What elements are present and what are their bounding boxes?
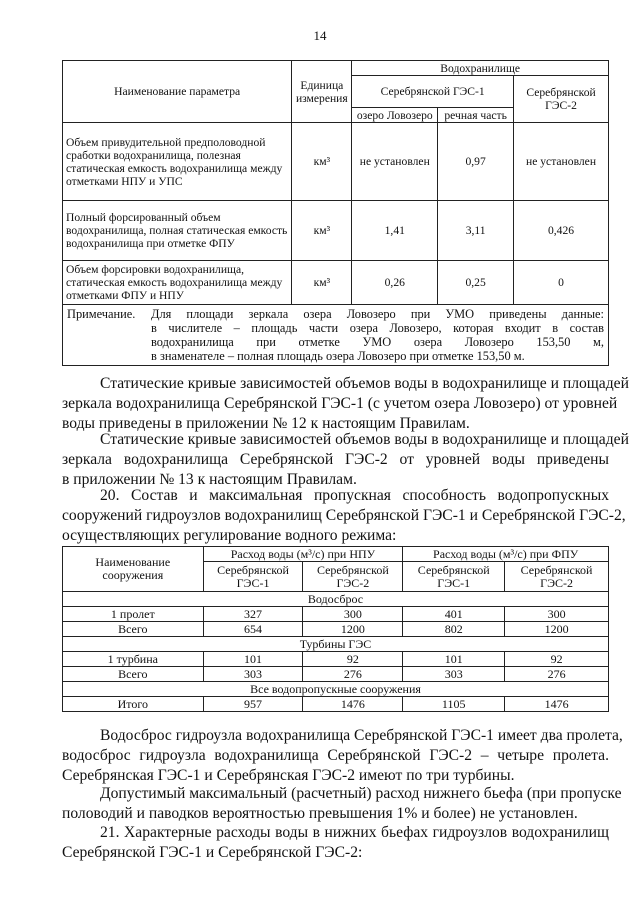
row-name: Объем привудительной предполоводной сработки водохранилища, полезная статическая емкость водохранилища между отметками НПУ и УПС bbox=[63, 123, 292, 201]
text-line: половодий и паводков вероятностью превышения 1% и более) не установлен. bbox=[62, 805, 578, 822]
text-line: 21. Характерные расходы воды в нижних бьефах гидроузлов водохранилищ bbox=[100, 824, 609, 841]
table-row bbox=[63, 667, 609, 682]
cell: 92 bbox=[303, 652, 403, 667]
header-name: Наименование сооружения bbox=[63, 547, 204, 592]
row-name: Итого bbox=[63, 697, 204, 712]
cell: 276 bbox=[505, 667, 609, 682]
header-npu: Расход воды (м³/с) при НПУ bbox=[203, 547, 403, 562]
paragraph-curves-ges1 bbox=[62, 374, 629, 434]
row-name: Полный форсированный объем водохранилища, полная статическая емкость водохранилища при отметке ФПУ bbox=[63, 201, 292, 261]
row-ges2: не установлен bbox=[514, 123, 609, 201]
text-line: Статические кривые зависимостей объемов воды в водохранилище и площадей bbox=[100, 431, 629, 448]
note-line: Для площади зеркала озера Ловозеро при УМО приведены данные: bbox=[151, 307, 604, 321]
text-line: воды приведены в приложении № 12 к настоящим Правилам. bbox=[62, 415, 470, 432]
cell: 101 bbox=[403, 652, 505, 667]
paragraph-item-20 bbox=[62, 486, 626, 546]
text-line: сооружений гидроузлов водохранилищ Серебрянской ГЭС-1 и Серебрянской ГЭС-2, bbox=[62, 507, 626, 524]
row-river: 3,11 bbox=[438, 201, 514, 261]
text-line: зеркала водохранилища Серебрянской ГЭС-2 от уровней воды приведены bbox=[62, 451, 609, 468]
paragraph-max-discharge bbox=[62, 784, 622, 824]
header-lake: озеро Ловозеро bbox=[352, 108, 438, 123]
note-line: в числителе – площадь части озера Ловозеро, которая входит в состав bbox=[151, 321, 604, 335]
paragraph-spillways bbox=[62, 726, 623, 786]
cell: 101 bbox=[203, 652, 303, 667]
cell: 300 bbox=[303, 607, 403, 622]
row-river: 0,97 bbox=[438, 123, 514, 201]
text-line: 20. Состав и максимальная пропускная способность водопропускных bbox=[100, 487, 609, 504]
header-fpu-ges2: Серебрянской ГЭС-2 bbox=[505, 562, 609, 592]
section-title: Водосброс bbox=[63, 592, 609, 607]
cell: 1476 bbox=[505, 697, 609, 712]
row-name: 1 пролет bbox=[63, 607, 204, 622]
table-note bbox=[63, 305, 609, 366]
section-title: Все водопропускные сооружения bbox=[63, 682, 609, 697]
note-line: водохранилища при отметке УМО озера Ловозеро 153,50 м, bbox=[151, 335, 604, 349]
cell: 327 bbox=[203, 607, 303, 622]
header-npu-ges1: Серебрянской ГЭС-1 bbox=[203, 562, 303, 592]
text-line: в приложении № 13 к настоящим Правилам. bbox=[62, 471, 357, 488]
header-fpu-ges1: Серебрянской ГЭС-1 bbox=[403, 562, 505, 592]
cell: 303 bbox=[403, 667, 505, 682]
text-line: Статические кривые зависимостей объемов воды в водохранилище и площадей bbox=[100, 375, 629, 392]
header-npu-ges2: Серебрянской ГЭС-2 bbox=[303, 562, 403, 592]
row-lake: 1,41 bbox=[352, 201, 438, 261]
row-lake: 0,26 bbox=[352, 261, 438, 305]
row-lake: не установлен bbox=[352, 123, 438, 201]
page-number: 14 bbox=[313, 28, 327, 43]
note-label: Примечание. bbox=[67, 307, 136, 321]
row-unit: км³ bbox=[292, 201, 352, 261]
note-line: в знаменателе – полная площадь озера Ловозеро при отметке 153,50 м. bbox=[151, 349, 525, 363]
table-row bbox=[63, 261, 609, 305]
cell: 1200 bbox=[505, 622, 609, 637]
table-row bbox=[63, 123, 609, 201]
row-name: Всего bbox=[63, 667, 204, 682]
header-unit: Единица измерения bbox=[292, 61, 352, 123]
header-param: Наименование параметра bbox=[63, 61, 292, 123]
row-name: Объем форсировки водохранилища, статическая емкость водохранилища между отметками ФПУ и НПУ bbox=[63, 261, 292, 305]
text-line: Водосброс гидроузла водохранилища Серебрянской ГЭС-1 имеет два пролета, bbox=[100, 727, 623, 744]
discharge-capacity-table bbox=[62, 546, 609, 712]
table-row bbox=[63, 201, 609, 261]
cell: 92 bbox=[505, 652, 609, 667]
table-row bbox=[63, 652, 609, 667]
text-line: Допустимый максимальный (расчетный) расход нижнего бьефа (при пропуске bbox=[100, 785, 622, 802]
row-ges2: 0 bbox=[514, 261, 609, 305]
table-row bbox=[63, 697, 609, 712]
cell: 1476 bbox=[303, 697, 403, 712]
table-row bbox=[63, 607, 609, 622]
cell: 654 bbox=[203, 622, 303, 637]
row-name: Всего bbox=[63, 622, 204, 637]
row-ges2: 0,426 bbox=[514, 201, 609, 261]
text-line: зеркала водохранилища Серебрянской ГЭС-1 (с учетом озера Ловозеро) от уровней bbox=[62, 395, 618, 412]
cell: 276 bbox=[303, 667, 403, 682]
row-unit: км³ bbox=[292, 123, 352, 201]
cell: 401 bbox=[403, 607, 505, 622]
text-line: Серебрянская ГЭС-1 и Серебрянская ГЭС-2 имеют по три турбины. bbox=[62, 767, 515, 784]
cell: 1200 bbox=[303, 622, 403, 637]
header-ges1: Серебрянской ГЭС-1 bbox=[352, 76, 514, 108]
text-line: водосброс гидроузла водохранилища Серебрянской ГЭС-2 – четыре пролета. bbox=[62, 747, 609, 764]
cell: 802 bbox=[403, 622, 505, 637]
row-unit: км³ bbox=[292, 261, 352, 305]
row-river: 0,25 bbox=[438, 261, 514, 305]
cell: 300 bbox=[505, 607, 609, 622]
text-line: Серебрянской ГЭС-1 и Серебрянской ГЭС-2: bbox=[62, 844, 363, 861]
section-title: Турбины ГЭС bbox=[63, 637, 609, 652]
table-row bbox=[63, 622, 609, 637]
reservoir-parameters-table bbox=[62, 60, 609, 366]
header-river: речная часть bbox=[438, 108, 514, 123]
cell: 303 bbox=[203, 667, 303, 682]
cell: 1105 bbox=[403, 697, 505, 712]
header-reservoir: Водохранилище bbox=[352, 61, 609, 76]
paragraph-curves-ges2 bbox=[62, 430, 629, 490]
paragraph-item-21 bbox=[62, 823, 609, 863]
row-name: 1 турбина bbox=[63, 652, 204, 667]
cell: 957 bbox=[203, 697, 303, 712]
header-ges2: Серебрянской ГЭС-2 bbox=[514, 76, 609, 123]
header-fpu: Расход воды (м³/с) при ФПУ bbox=[403, 547, 609, 562]
text-line: осуществляющих регулирование водного режима: bbox=[62, 527, 397, 544]
